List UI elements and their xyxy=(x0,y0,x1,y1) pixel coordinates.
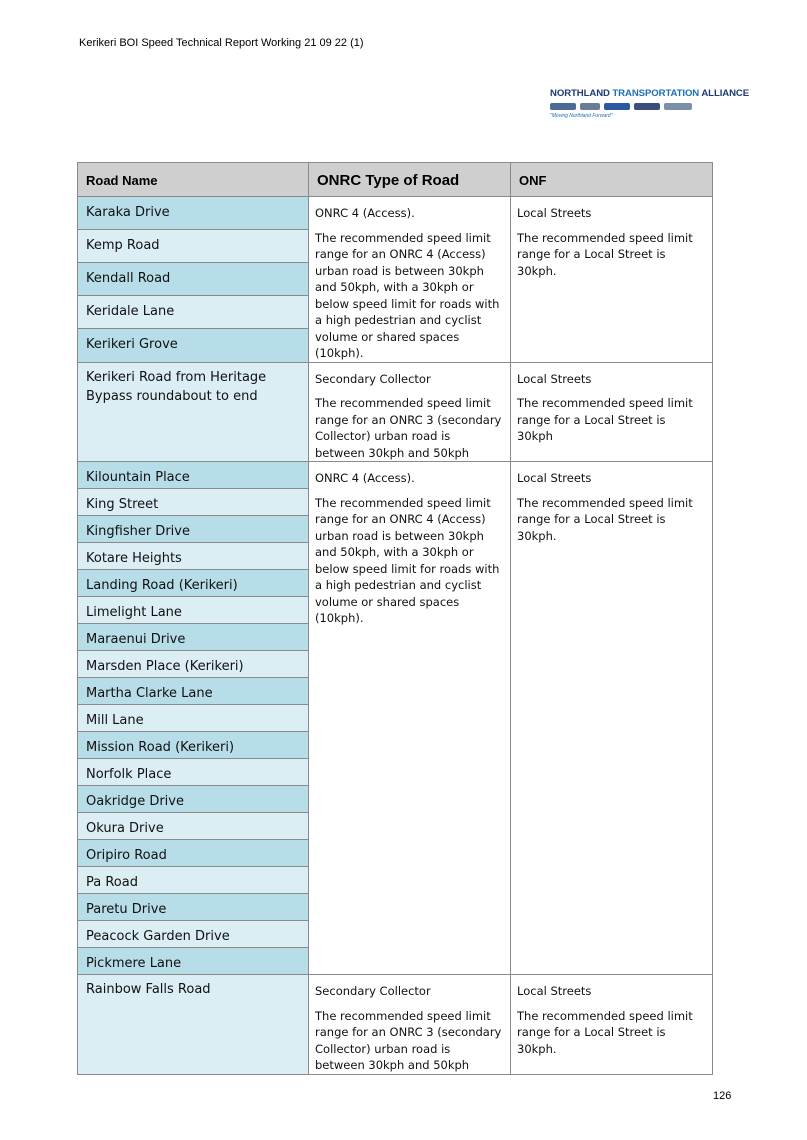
road-name: Karaka Drive xyxy=(86,205,170,220)
road-name-cell xyxy=(78,329,309,362)
road-name-cell xyxy=(78,921,309,948)
road-name-cell xyxy=(78,263,309,296)
road-name: Norfolk Place xyxy=(86,767,172,782)
header-onf: ONF xyxy=(519,173,547,188)
road-name: Kerikeri Road from Heritage Bypass roundabout to end xyxy=(86,369,267,404)
onrc-cell xyxy=(309,462,511,975)
road-name-cell xyxy=(78,197,309,230)
road-name-cell xyxy=(78,705,309,732)
road-name: Kingfisher Drive xyxy=(86,524,190,539)
document-title: Kerikeri BOI Speed Technical Report Working 21 09 22 (1) xyxy=(79,37,364,49)
road-name: Kemp Road xyxy=(86,238,160,254)
partner-logo-icon xyxy=(604,103,630,110)
road-name: Paretu Drive xyxy=(86,902,167,917)
road-name-cell xyxy=(78,230,309,263)
road-name-cell xyxy=(78,975,309,1075)
onrc-cell xyxy=(309,362,511,462)
road-name: Okura Drive xyxy=(86,821,164,836)
header-road-name: Road Name xyxy=(86,173,158,188)
onrc-cell xyxy=(309,197,511,363)
logo-tagline: "Moving Northland Forward" xyxy=(550,113,613,119)
onrc-description: The recommended speed limit range for an ONRC 4 (Access) urban road is between 30kph and 50kph, with a 30kph or below speed limit for roads with a high pedestrian and cyclist volume or shared spaces (10kph). xyxy=(315,495,500,625)
onf-description: The recommended speed limit range for a Local Street is 30kph. xyxy=(517,1008,693,1056)
road-name: Rainbow Falls Road xyxy=(86,982,211,997)
road-name: Keridale Lane xyxy=(86,304,175,320)
road-name-cell xyxy=(78,786,309,813)
table-body xyxy=(78,197,713,1075)
partner-logo-icon xyxy=(634,103,660,110)
road-name-cell xyxy=(78,840,309,867)
partner-logo-icon xyxy=(580,103,600,110)
onf-description: The recommended speed limit range for a Local Street is 30kph. xyxy=(517,230,693,278)
onrc-type-label: ONRC 4 (Access). xyxy=(315,471,415,485)
road-name: King Street xyxy=(86,497,159,512)
logo-word-alliance: ALLIANCE xyxy=(699,88,750,99)
road-name: Martha Clarke Lane xyxy=(86,686,213,701)
road-name-cell xyxy=(78,948,309,975)
road-name-cell xyxy=(78,759,309,786)
road-name-cell xyxy=(78,651,309,678)
road-name-cell xyxy=(78,597,309,624)
partner-logos xyxy=(550,101,725,111)
table-row xyxy=(78,362,713,462)
road-name-cell xyxy=(78,516,309,543)
onrc-description: The recommended speed limit range for an ONRC 4 (Access) urban road is between 30kph and 50kph, with a 30kph or below speed limit for roads with a high pedestrian and cyclist volume or shared spaces (10kph). xyxy=(315,230,500,360)
onrc-description: The recommended speed limit range for an ONRC 3 (secondary Collector) urban road is between 30kph and 50kph xyxy=(315,1008,502,1072)
road-name-cell xyxy=(78,894,309,921)
logo-word-transportation: TRANSPORTATION xyxy=(612,88,700,99)
road-name: Pa Road xyxy=(86,875,138,890)
road-name-cell xyxy=(78,678,309,705)
onrc-type-label: Secondary Collector xyxy=(315,371,431,386)
onf-description: The recommended speed limit range for a Local Street is 30kph. xyxy=(517,495,693,543)
onrc-description: The recommended speed limit range for an ONRC 3 (secondary Collector) urban road is between 30kph and 50kph xyxy=(315,396,502,460)
table-row xyxy=(78,462,713,489)
header-onrc-type: ONRC Type of Road xyxy=(317,172,460,189)
road-name-cell xyxy=(78,867,309,894)
road-name: Maraenui Drive xyxy=(86,632,186,647)
northland-transportation-alliance-logo xyxy=(550,88,750,124)
table-row xyxy=(78,197,713,230)
road-name: Mill Lane xyxy=(86,713,144,728)
road-name-cell xyxy=(78,462,309,489)
road-name: Kilountain Place xyxy=(86,470,190,485)
onf-description: The recommended speed limit range for a Local Street is 30kph xyxy=(517,396,693,443)
road-name: Kendall Road xyxy=(86,271,171,287)
road-name-cell xyxy=(78,489,309,516)
partner-logo-icon xyxy=(664,103,692,110)
road-name-cell xyxy=(78,624,309,651)
onf-cell xyxy=(511,362,713,462)
road-name-cell xyxy=(78,296,309,329)
road-name-cell xyxy=(78,570,309,597)
onrc-type-label: ONRC 4 (Access). xyxy=(315,206,415,220)
road-name: Peacock Garden Drive xyxy=(86,929,230,944)
onf-cell xyxy=(511,975,713,1075)
table-header-row xyxy=(78,163,713,197)
road-name: Mission Road (Kerikeri) xyxy=(86,740,235,755)
onrc-type-label: Secondary Collector xyxy=(315,984,431,998)
road-name: Landing Road (Kerikeri) xyxy=(86,578,238,593)
road-name: Kerikeri Grove xyxy=(86,337,178,353)
onrc-cell xyxy=(309,975,511,1075)
onf-cell xyxy=(511,197,713,363)
onf-type-label: Local Streets xyxy=(517,206,592,220)
road-name: Oripiro Road xyxy=(86,848,167,863)
road-name-cell xyxy=(78,732,309,759)
road-name: Oakridge Drive xyxy=(86,794,184,809)
road-name: Limelight Lane xyxy=(86,605,182,620)
road-name-cell xyxy=(78,543,309,570)
page-number: 126 xyxy=(713,1090,732,1102)
logo-word-northland: NORTHLAND xyxy=(550,88,613,99)
road-speed-table xyxy=(77,162,713,1075)
onf-cell xyxy=(511,462,713,975)
road-name: Marsden Place (Kerikeri) xyxy=(86,659,244,674)
road-name: Pickmere Lane xyxy=(86,956,182,971)
onf-type-label: Local Streets xyxy=(517,984,592,998)
partner-logo-icon xyxy=(550,103,576,110)
onf-type-label: Local Streets xyxy=(517,471,592,485)
road-name-cell xyxy=(78,362,309,462)
road-name: Kotare Heights xyxy=(86,551,182,566)
road-name-cell xyxy=(78,813,309,840)
table-row xyxy=(78,975,713,1075)
onf-type-label: Local Streets xyxy=(517,371,592,386)
